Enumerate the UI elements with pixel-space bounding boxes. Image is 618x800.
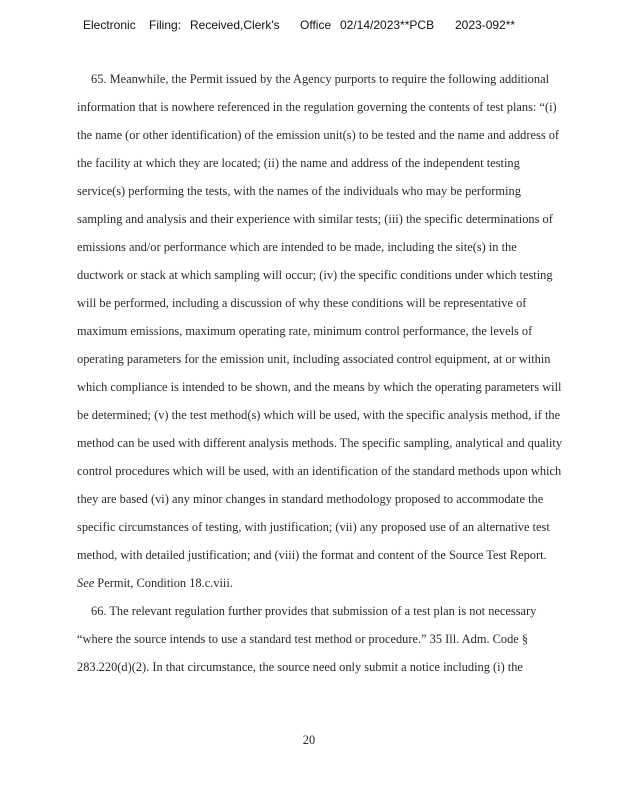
paragraph-65-line: maximum emissions, maximum operating rate, minimum control performance, the levels of: [77, 324, 533, 338]
paragraph-65-line: control procedures which will be used, with an identification of the standard methods upon which: [77, 464, 562, 478]
header-received: Received,Clerk's: [190, 18, 280, 32]
paragraph-66-line: 66. The relevant regulation further provides that submission of a test plan is not necessary: [91, 604, 537, 618]
paragraph-65-line: they are based (vi) any minor changes in standard methodology proposed to accommodate the: [77, 492, 544, 506]
citation-line: [77, 575, 233, 591]
header-office: Office: [300, 18, 332, 32]
permit-citation: Permit, Condition 18.c.viii.: [94, 576, 233, 590]
paragraph-65-line: the facility at which they are located; (ii) the name and address of the independent testing: [77, 156, 520, 170]
paragraph-65-line: ductwork or stack at which sampling will occur; (iv) the specific conditions under which testing: [77, 268, 553, 282]
paragraph-66-line: “where the source intends to use a standard test method or procedure.” 35 Ill. Adm. Code §: [77, 632, 529, 646]
header-electronic: Electronic: [83, 18, 136, 32]
paragraph-65-line: information that is nowhere referenced in the regulation governing the contents of test plans: “(i): [77, 100, 557, 114]
page-number: 20: [302, 733, 316, 747]
paragraph-65-line: 65. Meanwhile, the Permit issued by the Agency purports to require the following additional: [91, 72, 550, 86]
paragraph-65-line: method can be used with different analysis methods. The specific sampling, analytical and quality: [77, 436, 563, 450]
paragraph-65-line: which compliance is intended to be shown, and the means by which the operating parameters will: [77, 380, 562, 394]
paragraph-66-line: 283.220(d)(2). In that circumstance, the source need only submit a notice including (i) the: [77, 660, 523, 674]
paragraph-65-line: service(s) performing the tests, with the names of the individuals who may be performing: [77, 184, 521, 198]
paragraph-65-line: operating parameters for the emission unit, including associated control equipment, at or within: [77, 352, 551, 366]
filing-header: [0, 18, 618, 38]
paragraph-65-line: the name (or other identification) of the emission unit(s) to be tested and the name and address of: [77, 128, 560, 142]
see-signal: See: [77, 576, 95, 590]
paragraph-65-line: sampling and analysis and their experience with similar tests; (iii) the specific determinations of: [77, 212, 553, 226]
paragraph-65-line: emissions and/or performance which are intended to be made, including the site(s) in the: [77, 240, 517, 254]
header-docket: 2023-092**: [455, 18, 516, 32]
paragraph-65-line: will be performed, including a discussion of why these conditions will be representative of: [77, 296, 527, 310]
header-date: 02/14/2023**PCB: [340, 18, 435, 32]
header-filing: Filing:: [149, 18, 182, 32]
paragraph-65-line: be determined; (v) the test method(s) which will be used, with the specific analysis method, if the: [77, 408, 561, 422]
paragraph-65-line: specific circumstances of testing, with justification; (vii) any proposed use of an alternative test: [77, 520, 550, 534]
paragraph-65-line: method, with detailed justification; and (viii) the format and content of the Source Test Report.: [77, 548, 547, 562]
